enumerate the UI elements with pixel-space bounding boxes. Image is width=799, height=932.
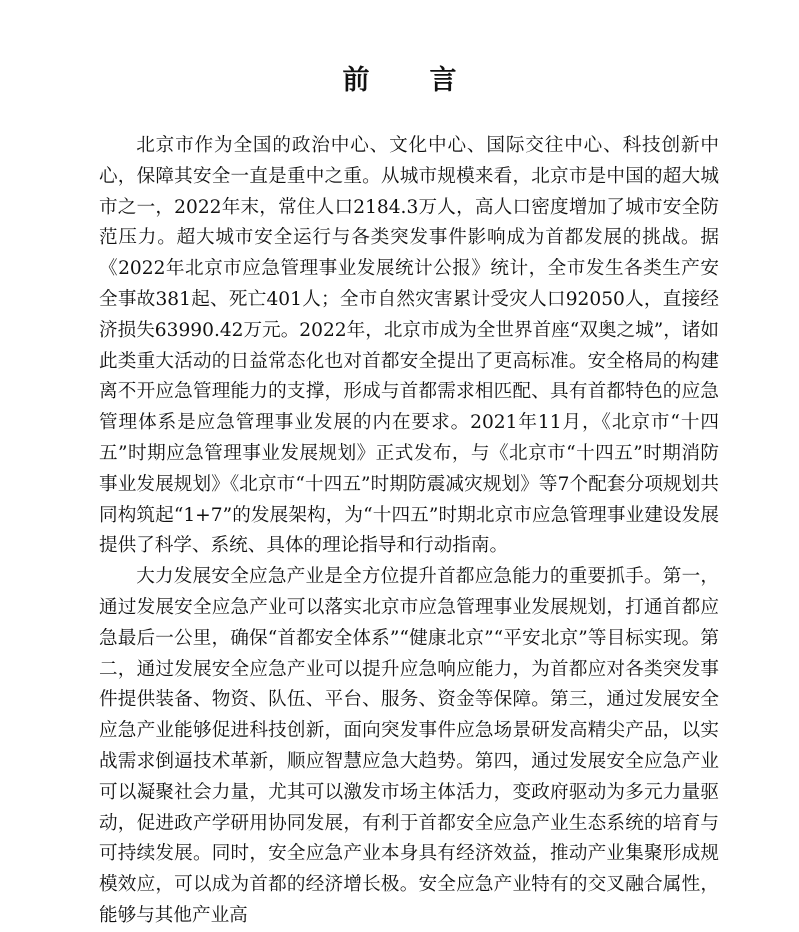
page-title: 前言 (342, 65, 517, 96)
paragraph-1: 北京市作为全国的政治中心、文化中心、国际交往中心、科技创新中心，保障其安全一直是重中之重。从城市规模来看，北京市是中国的超大城市之一，2022年末，常住人口2184.3万人，高人口密度增加了城市安全防范压力。超大城市安全运行与各类突发事件影响成为首都发展的挑战。据《2022年北京市应急管理事业发展统计公报》统计，全市发生各类生产安全事故381起、死亡401人；全市自然灾害累计受灾人口92050人，直接经济损失63990.42万元。2022年，北京市成为全世界首座“双奥之城”，诸如此类重大活动的日益常态化也对首都安全提出了更高标准。安全格局的构建离不开应急管理能力的支撑，形成与首都需求相匹配、具有首都特色的应急管理体系是应急管理事业发展的内在要求。2021年11月，《北京市“十四五”时期应急管理事业发展规划》正式发布，与《北京市“十四五”时期消防事业发展规划》《北京市“十四五”时期防震减灾规划》等7个配套分项规划共同构筑起“1+7”的发展架构，为“十四五”时期北京市应急管理事业建设发展提供了科学、系统、具体的理论指导和行动指南。 (99, 135, 719, 557)
body-text (99, 131, 719, 932)
paragraph-2: 大力发展安全应急产业是全方位提升首都应急能力的重要抓手。第一，通过发展安全应急产业可以落实北京市应急管理事业发展规划，打通首都应急最后一公里，确保“首都安全体系”“健康北京”“平安北京”等目标实现。第二，通过发展安全应急产业可以提升应急响应能力，为首都应对各类突发事件提供装备、物资、队伍、平台、服务、资金等保障。第三，通过发展安全应急产业能够促进科技创新，面向突发事件应急场景研发高精尖产品，以实战需求倒逼技术革新，顺应智慧应急大趋势。第四，通过发展安全应急产业可以凝聚社会力量，尤其可以激发市场主体活力，变政府驱动为多元力量驱动，促进政产学研用协同发展，有利于首都安全应急产业生态系统的培育与可持续发展。同时，安全应急产业本身具有经济效益，推动产业集聚形成规模效应，可以成为首都的经济增长极。安全应急产业特有的交叉融合属性，能够与其他产业高 (99, 566, 719, 926)
